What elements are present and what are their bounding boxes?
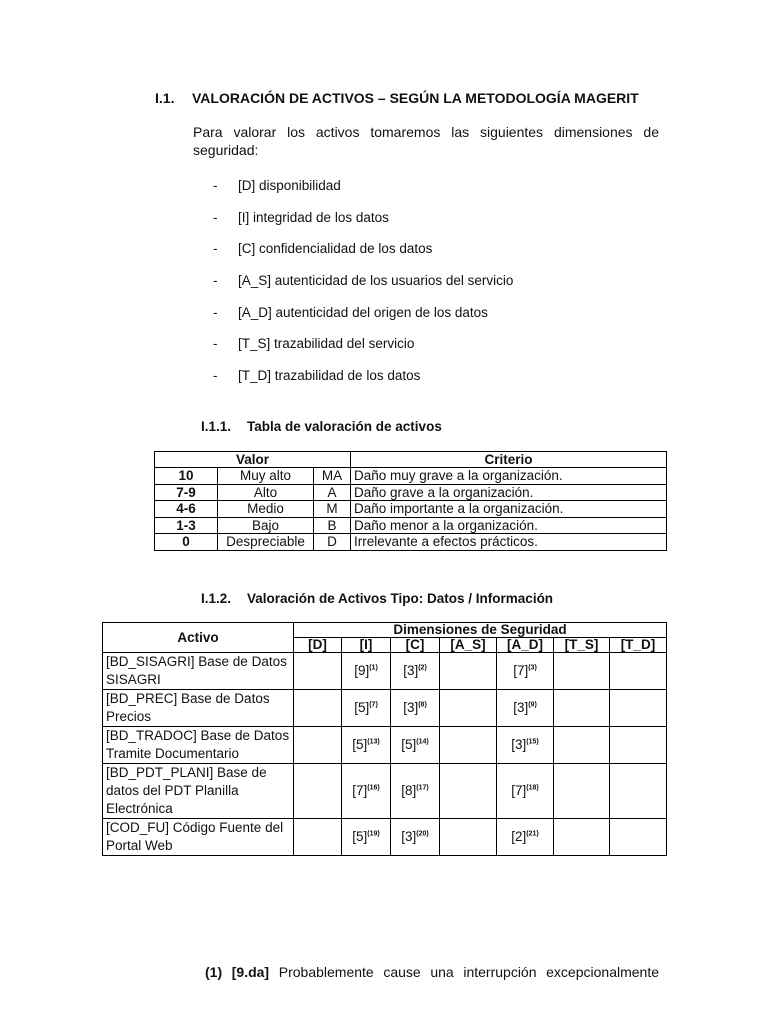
dimension-value xyxy=(610,727,667,764)
value-score: [2] xyxy=(511,829,527,844)
asset-valuation-table xyxy=(102,622,667,856)
dimension-value xyxy=(610,653,667,690)
table-row xyxy=(155,534,667,551)
dimension-value xyxy=(497,690,554,727)
dimension-value xyxy=(342,819,391,856)
dimension-value xyxy=(391,690,440,727)
dimension-value xyxy=(497,653,554,690)
dimension-value xyxy=(391,764,440,819)
dimension-value xyxy=(391,819,440,856)
dimension-value xyxy=(554,727,610,764)
dimension-value xyxy=(440,653,497,690)
footnote-ref: (20) xyxy=(416,830,429,838)
dimension-value xyxy=(497,727,554,764)
dimension-item xyxy=(213,178,513,210)
dimension-text: [I] integridad de los datos xyxy=(238,209,389,225)
asset-name: [BD_SISAGRI] Base de Datos SISAGRI xyxy=(103,653,294,690)
subsection-heading-2 xyxy=(201,591,553,606)
dimension-column-header: [D] xyxy=(294,638,342,653)
dimension-column-header: [A_D] xyxy=(497,638,554,653)
dimension-value xyxy=(610,819,667,856)
footnote-ref: (15) xyxy=(526,738,539,746)
dimension-item xyxy=(213,336,513,368)
table-row xyxy=(103,653,667,690)
value-score: [7] xyxy=(513,663,529,678)
dimension-value xyxy=(342,653,391,690)
subsection-number: I.1.2. xyxy=(201,591,232,606)
value-label: Medio xyxy=(218,501,314,518)
dimension-item xyxy=(213,210,513,242)
dimension-value xyxy=(440,727,497,764)
table-row xyxy=(103,727,667,764)
table-row xyxy=(103,690,667,727)
bullet-dash: - xyxy=(213,178,218,193)
dimension-value xyxy=(497,819,554,856)
value-label: Bajo xyxy=(218,517,314,534)
value-score: [5] xyxy=(352,737,368,752)
footnote-ref: (1) xyxy=(369,664,378,672)
dimension-list xyxy=(213,178,513,400)
value-score: [3] xyxy=(513,700,529,715)
footnote-ref: (9) xyxy=(528,701,537,709)
dimension-value xyxy=(610,690,667,727)
footnote-ref: (2) xyxy=(418,664,427,672)
criterio-text: Irrelevante a efectos prácticos. xyxy=(351,534,667,551)
table-row xyxy=(155,468,667,485)
footnote-ref: (7) xyxy=(369,701,378,709)
bullet-dash: - xyxy=(213,336,218,352)
footnote-ref: (21) xyxy=(526,830,539,838)
dimension-value xyxy=(294,690,342,727)
criterio-text: Daño muy grave a la organización. xyxy=(351,468,667,485)
value-score: [7] xyxy=(352,783,368,798)
dimension-value xyxy=(440,819,497,856)
value-label: Muy alto xyxy=(218,468,314,485)
value-range: 0 xyxy=(155,534,218,551)
dimension-item xyxy=(213,305,513,337)
value-score: [8] xyxy=(401,783,417,798)
dimension-column-header: [I] xyxy=(342,638,391,653)
value-code: MA xyxy=(314,468,351,485)
dimension-item xyxy=(213,241,513,273)
dimension-value xyxy=(342,690,391,727)
asset-name: [BD_PREC] Base de Datos Precios xyxy=(103,690,294,727)
asset-name: [COD_FU] Código Fuente del Portal Web xyxy=(103,819,294,856)
value-code: B xyxy=(314,517,351,534)
value-score: [3] xyxy=(511,737,527,752)
bullet-dash: - xyxy=(213,241,218,257)
subsection-title: Tabla de valoración de activos xyxy=(247,419,442,434)
asset-name: [BD_PDT_PLANI] Base de datos del PDT Planilla Electrónica xyxy=(103,764,294,819)
value-score: [5] xyxy=(401,737,417,752)
footnote-label: (1) [9.da] xyxy=(205,964,270,980)
dimension-value xyxy=(294,764,342,819)
value-score: [5] xyxy=(352,829,368,844)
value-label: Alto xyxy=(218,484,314,501)
value-range: 1-3 xyxy=(155,517,218,534)
valuation-table xyxy=(154,451,667,551)
value-range: 10 xyxy=(155,468,218,485)
value-score: [3] xyxy=(403,700,419,715)
criterio-header: Criterio xyxy=(351,452,667,468)
table-row xyxy=(155,484,667,501)
value-score: [5] xyxy=(354,700,370,715)
dimension-value xyxy=(554,690,610,727)
footnote-ref: (8) xyxy=(418,701,427,709)
value-range: 7-9 xyxy=(155,484,218,501)
value-code: D xyxy=(314,534,351,551)
dimension-value xyxy=(554,819,610,856)
footnote-ref: (3) xyxy=(528,664,537,672)
dimension-value xyxy=(554,653,610,690)
dimension-value xyxy=(342,727,391,764)
value-score: [7] xyxy=(511,783,527,798)
bullet-dash: - xyxy=(213,209,218,225)
table-row xyxy=(103,819,667,856)
subsection-heading-1 xyxy=(201,419,442,434)
heading-number: I.1. xyxy=(155,90,175,106)
footnote-ref: (13) xyxy=(367,738,380,746)
footnote-ref: (14) xyxy=(416,738,429,746)
bullet-dash: - xyxy=(213,273,218,289)
heading-text: VALORACIÓN DE ACTIVOS – SEGÚN LA METODOLOGÍA MAGERIT xyxy=(192,90,639,106)
footnote xyxy=(205,964,659,980)
dimension-value xyxy=(440,690,497,727)
dimension-text: [C] confidencialidad de los datos xyxy=(238,241,433,257)
dimension-column-header: [T_S] xyxy=(554,638,610,653)
dimension-value xyxy=(294,653,342,690)
intro-paragraph: Para valorar los activos tomaremos las siguientes dimensiones de seguridad: xyxy=(193,124,659,158)
subsection-title: Valoración de Activos Tipo: Datos / Información xyxy=(247,591,554,606)
footnote-ref: (16) xyxy=(367,784,380,792)
dimension-text: [T_D] trazabilidad de los datos xyxy=(238,368,421,384)
dimension-column-header: [T_D] xyxy=(610,638,667,653)
table-row xyxy=(155,501,667,518)
dimension-value xyxy=(440,764,497,819)
dimension-column-header: [A_S] xyxy=(440,638,497,653)
value-score: [3] xyxy=(403,663,419,678)
valor-header: Valor xyxy=(155,452,351,468)
value-range: 4-6 xyxy=(155,501,218,518)
subsection-number: I.1.1. xyxy=(201,419,232,434)
bullet-dash: - xyxy=(213,304,218,320)
asset-name: [BD_TRADOC] Base de Datos Tramite Documentario xyxy=(103,727,294,764)
value-score: [9] xyxy=(354,663,370,678)
dimension-value xyxy=(294,727,342,764)
dimension-value xyxy=(391,653,440,690)
criterio-text: Daño importante a la organización. xyxy=(351,501,667,518)
dimension-item xyxy=(213,273,513,305)
value-score: [3] xyxy=(401,829,417,844)
value-code: M xyxy=(314,501,351,518)
dimension-text: [A_S] autenticidad de los usuarios del servicio xyxy=(238,273,514,289)
footnote-ref: (19) xyxy=(367,830,380,838)
dimension-text: [T_S] trazabilidad del servicio xyxy=(238,336,415,352)
dimension-value xyxy=(342,764,391,819)
dimension-value xyxy=(497,764,554,819)
value-code: A xyxy=(314,484,351,501)
dimensions-header: Dimensiones de Seguridad xyxy=(294,623,667,638)
section-heading xyxy=(155,90,639,106)
dimension-text: [A_D] autenticidad del origen de los datos xyxy=(238,304,488,320)
criterio-text: Daño menor a la organización. xyxy=(351,517,667,534)
footnote-text: Probablemente cause una interrupción excepcionalmente xyxy=(278,964,659,980)
footnote-ref: (18) xyxy=(526,784,539,792)
bullet-dash: - xyxy=(213,368,218,384)
dimension-item xyxy=(213,368,513,400)
criterio-text: Daño grave a la organización. xyxy=(351,484,667,501)
table-row xyxy=(155,517,667,534)
table-row xyxy=(103,764,667,819)
value-label: Despreciable xyxy=(218,534,314,551)
dimension-value xyxy=(391,727,440,764)
dimension-value xyxy=(610,764,667,819)
dimension-text: [D] disponibilidad xyxy=(238,178,341,193)
dimension-value xyxy=(554,764,610,819)
dimension-column-header: [C] xyxy=(391,638,440,653)
dimension-value xyxy=(294,819,342,856)
activo-header: Activo xyxy=(103,623,294,653)
footnote-ref: (17) xyxy=(416,784,429,792)
